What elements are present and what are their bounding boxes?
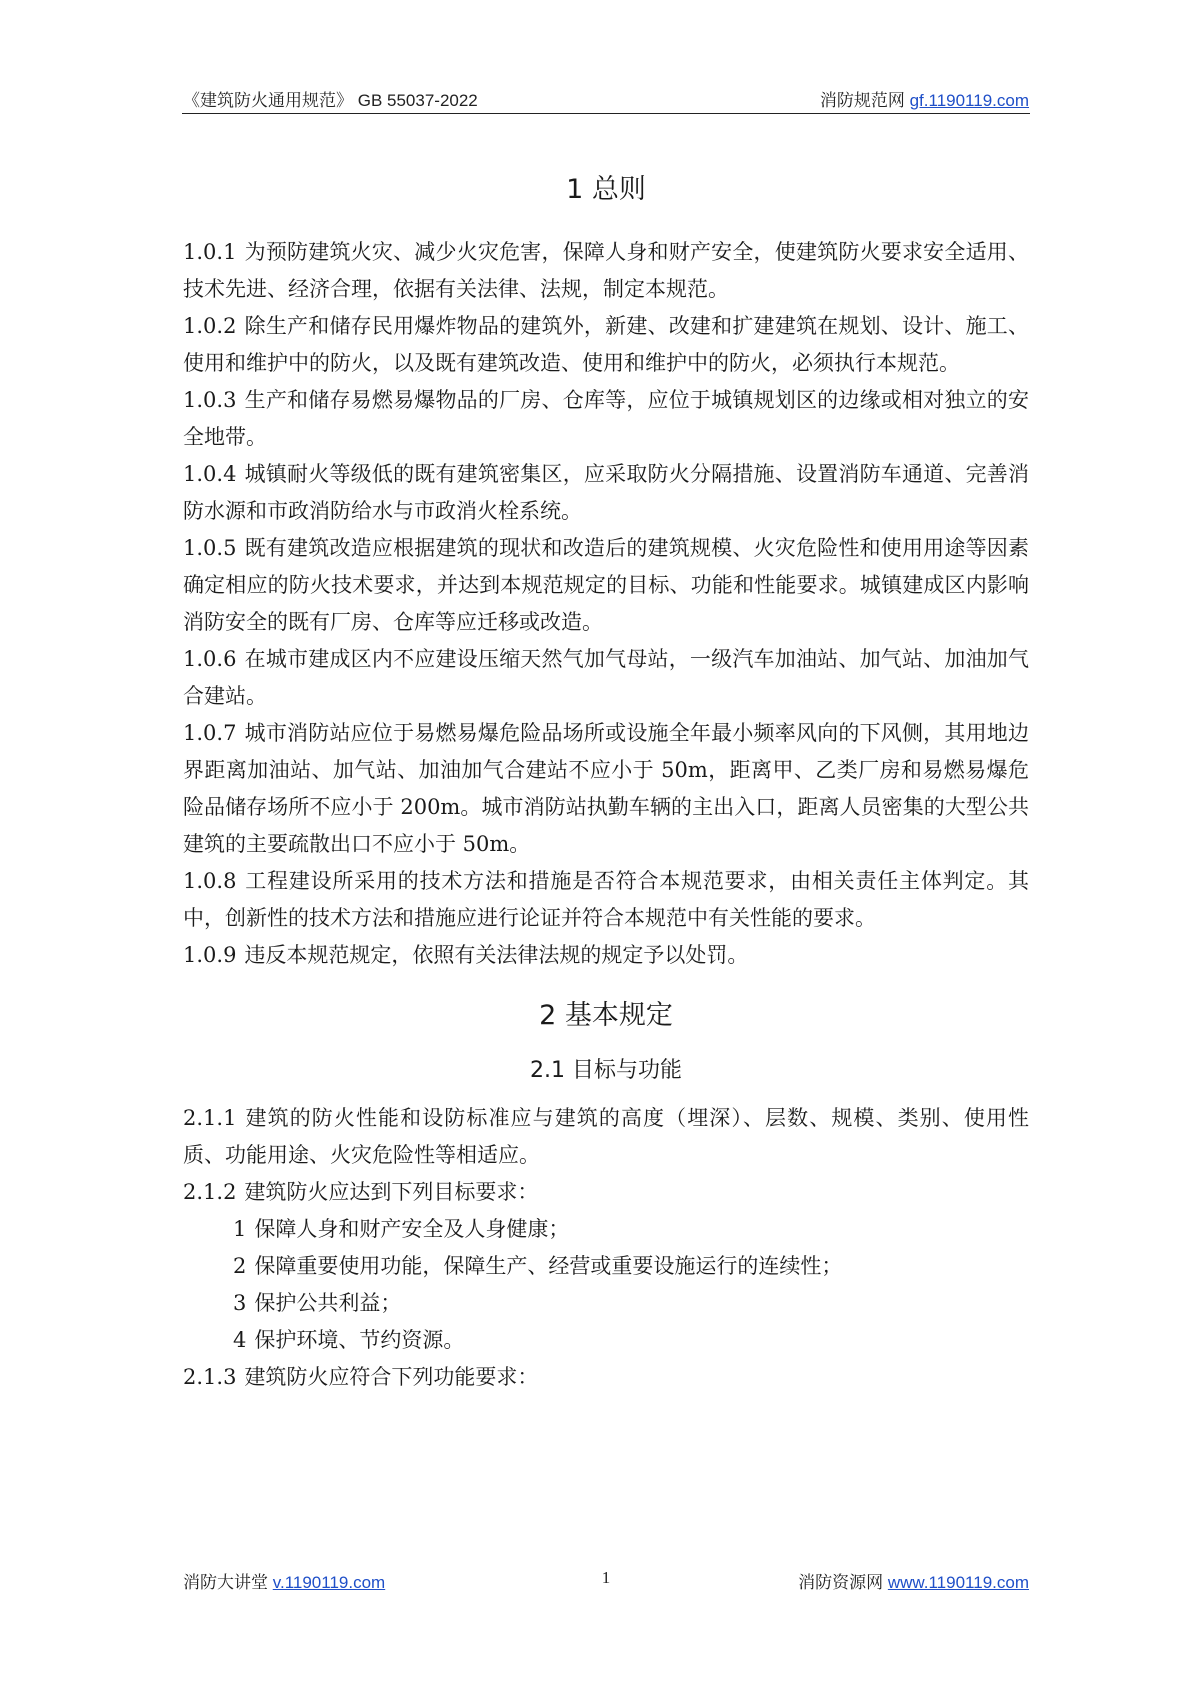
clause-1-0-5: [183, 530, 1029, 641]
footer-left-name: 消防大讲堂: [183, 1573, 268, 1592]
clause-number: 1.0.1: [183, 240, 237, 264]
item-text: 保护环境、节约资源。: [254, 1328, 465, 1352]
item-text: 保护公共利益；: [254, 1291, 402, 1315]
clause-number: 2.1.1: [183, 1106, 237, 1130]
clause-number: 2.1.3: [183, 1365, 237, 1389]
item-number: 3: [233, 1291, 247, 1315]
item-number: 4: [233, 1328, 247, 1352]
header-site: [820, 86, 1029, 111]
item-number: 2: [233, 1254, 247, 1278]
item-number: 1: [233, 1217, 247, 1241]
clause-text: 城镇耐火等级低的既有建筑密集区，应采取防火分隔措施、设置消防车通道、完善消防水源和市政消防给水与市政消火栓系统。: [183, 462, 1029, 523]
clause-number: 1.0.8: [183, 869, 237, 893]
clause-number: 1.0.3: [183, 388, 237, 412]
clause-text: 在城市建成区内不应建设压缩天然气加气母站，一级汽车加油站、加气站、加油加气合建站。: [183, 647, 1029, 708]
clause-text: 建筑防火应符合下列功能要求：: [244, 1365, 539, 1389]
clause-text: 工程建设所采用的技术方法和措施是否符合本规范要求，由相关责任主体判定。其中，创新性的技术方法和措施应进行论证并符合本规范中有关性能的要求。: [183, 869, 1029, 930]
page-footer: [183, 1568, 1029, 1598]
item-text: 保障重要使用功能，保障生产、经营或重要设施运行的连续性；: [254, 1254, 843, 1278]
clause-2-1-2: [183, 1174, 1029, 1211]
clause-text: 建筑防火应达到下列目标要求：: [244, 1180, 539, 1204]
clause-number: 1.0.2: [183, 314, 237, 338]
chapter-2-title: 2 基本规定: [539, 1000, 673, 1031]
footer-right: [798, 1568, 1029, 1593]
list-item: [183, 1285, 1029, 1322]
header-doc-title: 《建筑防火通用规范》 GB 55037-2022: [183, 91, 478, 110]
list-item: [183, 1211, 1029, 1248]
clause-text: 城市消防站应位于易燃易爆危险品场所或设施全年最小频率风向的下风侧，其用地边界距离加油站、加气站、加油加气合建站不应小于 50m，距离甲、乙类厂房和易燃易爆危险品储存场所不应小于 200m。城市消防站执勤车辆的主出入口，距离人员密集的大型公共建筑的主要疏散出口不应小于 50m。: [183, 721, 1029, 856]
clause-number: 1.0.4: [183, 462, 237, 486]
footer-right-name: 消防资源网: [798, 1573, 884, 1592]
clause-number: 2.1.2: [183, 1180, 237, 1204]
clause-1-0-6: [183, 641, 1029, 715]
clause-2-1-3: [183, 1359, 1029, 1396]
section-2-1-title: 2.1 目标与功能: [530, 1058, 682, 1083]
clause-text: 建筑的防火性能和设防标准应与建筑的高度（埋深）、层数、规模、类别、使用性质、功能用途、火灾危险性等相适应。: [183, 1106, 1029, 1167]
page-content: [183, 170, 1029, 1396]
clause-1-0-1: [183, 234, 1029, 308]
footer-left-link[interactable]: v.1190119.com: [272, 1573, 386, 1592]
header-site-link[interactable]: gf.1190119.com: [909, 91, 1029, 110]
page-number: 1: [601, 1568, 611, 1587]
chapter-1-title: 1 总则: [566, 174, 646, 205]
clause-text: 既有建筑改造应根据建筑的现状和改造后的建筑规模、火灾危险性和使用用途等因素确定相应的防火技术要求，并达到本规范规定的目标、功能和性能要求。城镇建成区内影响消防安全的既有厂房、仓库等应迁移或改造。: [183, 536, 1029, 634]
clause-text: 生产和储存易燃易爆物品的厂房、仓库等，应位于城镇规划区的边缘或相对独立的安全地带。: [183, 388, 1029, 449]
clause-number: 1.0.9: [183, 943, 237, 967]
footer-right-link[interactable]: www.1190119.com: [887, 1573, 1029, 1592]
list-item: [183, 1322, 1029, 1359]
header-divider: [182, 113, 1030, 114]
list-item: [183, 1248, 1029, 1285]
clause-text: 除生产和储存民用爆炸物品的建筑外，新建、改建和扩建建筑在规划、设计、施工、使用和维护中的防火，以及既有建筑改造、使用和维护中的防火，必须执行本规范。: [183, 314, 1029, 375]
clause-1-0-7: [183, 715, 1029, 863]
header-site-name: 消防规范网: [819, 91, 905, 110]
clause-1-0-3: [183, 382, 1029, 456]
item-text: 保障人身和财产安全及人身健康；: [254, 1217, 570, 1241]
clause-number: 1.0.6: [183, 647, 237, 671]
clause-1-0-8: [183, 863, 1029, 937]
clause-number: 1.0.7: [183, 721, 237, 745]
clause-number: 1.0.5: [183, 536, 237, 560]
clause-2-1-1: [183, 1100, 1029, 1174]
clause-text: 违反本规范规定，依照有关法律法规的规定予以处罚。: [244, 943, 749, 967]
page-header: [183, 82, 1029, 112]
clause-1-0-4: [183, 456, 1029, 530]
clause-text: 为预防建筑火灾、减少火灾危害，保障人身和财产安全，使建筑防火要求安全适用、技术先进、经济合理，依据有关法律、法规，制定本规范。: [183, 240, 1029, 301]
clause-1-0-9: [183, 937, 1029, 974]
clause-1-0-2: [183, 308, 1029, 382]
